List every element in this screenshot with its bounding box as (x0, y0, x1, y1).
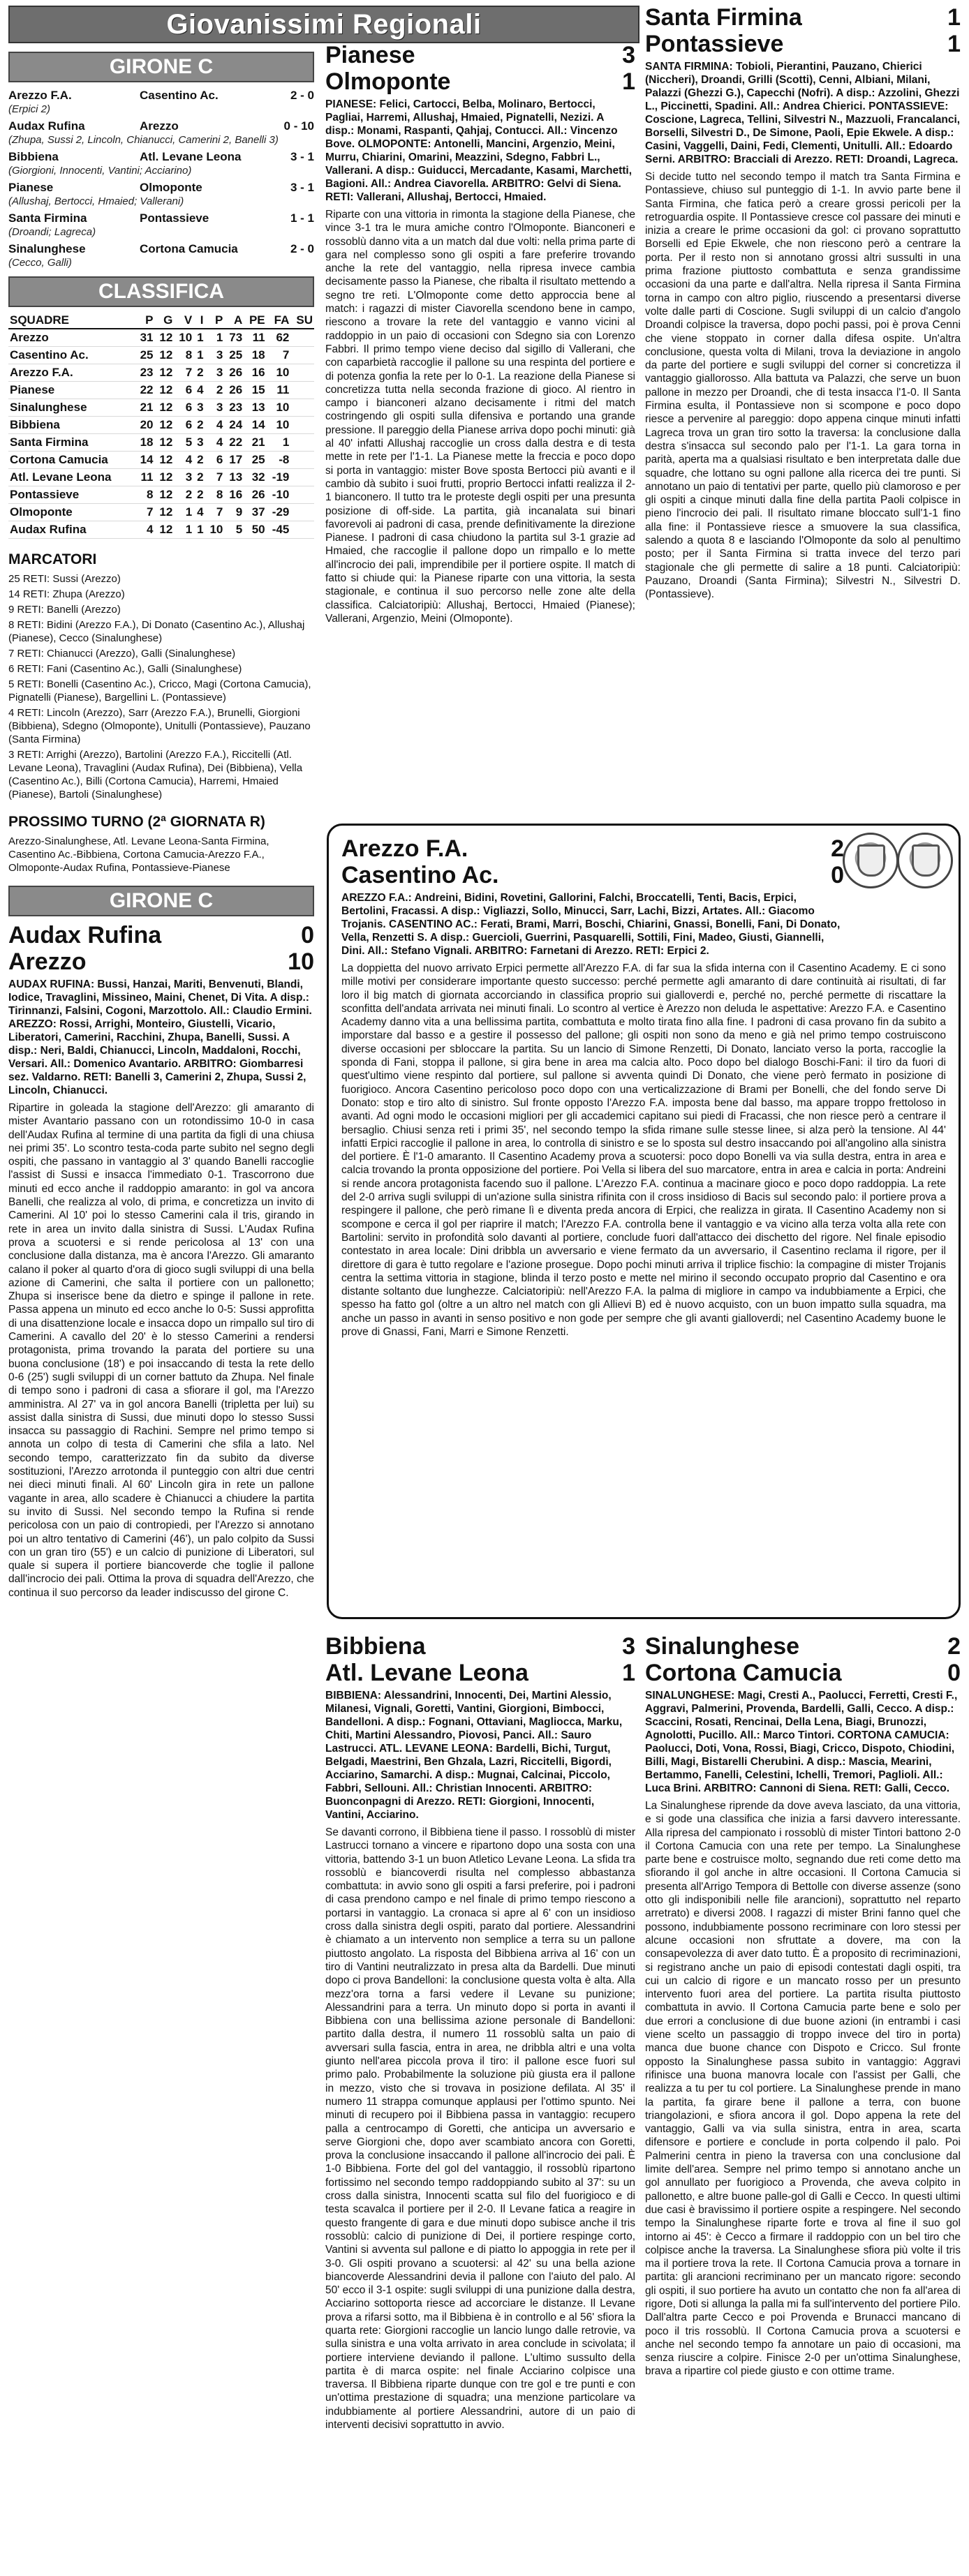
stat-cell: 6 (174, 382, 193, 399)
stat-cell: 26 (224, 364, 244, 382)
match-report: La Sinalunghese riprende da dove aveva lasciato, da una vittoria, e si gode una classifica che inizia a farsi davvero interessante. Alla ripresa del campionato i rossoblù di mister Tintori battono 2-0 il Cortona Camucia con una rete per tempo. La Sinalunghese parte bene e costruisce molto, segnando due reti come detto ma sfiorando il gol anche in altre occasioni. Il Cortona Camucia si presenta all'Arrigo Tempora di Bettolle con diverse assenze (sono otto gli indisponibili nelle file arancioni), soprattutto nel reparto arretrato) e diversi 2008. I ragazzi di mister Brini fanno quel che possono, indubbiamente possono recriminare con loro stessi per alcune occasioni non sfruttate a dovere, ma con la consapevolezza di aver dato tutto. È a proposito di recriminazioni, si registrano anche un paio di episodi contestati dagli ospiti, tra cui un calcio di rigore e un mancato rosso per un presunto intervento fuori area del portiere. La partita risulta piuttosto combattuta in avvio. Il Cortona Camucia parte bene e solo per due errori a conclusione di due buone azioni (in entrambi i casi viene scelto un passaggio di troppo invece del tiro in porta) manca due buone chance con Dispoto e Cricco. Sul fronte opposto la Sinalunghese passa subito in vantaggio: Aggravi rifinisce una buona manovra locale con l'assist per Galli, che realizza a tu per tu col portiere. La Sinalunghese prende in mano la partita, fa girare bene il pallone a terra, con buone triangolazioni, e sfiora ancora il gol. Dopo appena la rete del vantaggio, Galli va via sulla sinistra, entra in area, scarta difensore e portiere e conclude in porta colpendo il palo. Poi Palmerini centra in pieno la traversa con una conclusione dal limite dell'area. Sempre nel primo tempo si annotano anche un gol annullato per fuorigioco a Provenda, che aveva colpito in pallonetto, e altre buone palle-gol di Galli e Cecco. In questi ultimi due casi è bravissimo il portiere ospite a respingere. Nel secondo tempo la Sinalunghese riparte forte e trova al fine il suo gol intorno ai 45': è Cecco a firmare il raddoppio con un bel tiro che colpisce anche la traversa. La Sinalunghese sfiora più volte il tris ma il portiere trova la rete. Il Cortona Camucia prova a tornare in partita: gli arancioni recriminano per un mancato rigore: secondo gli ospiti, il suo portiere ha avuto un contatto che non fa all'area di rigore, Doti si allunga la palla mi fa sull'intervento del portiere Pilo. Dall'altra parte Cecco e poi Provenda e Brunacci mancano di poco il tris rossoblù. Il Cortona Camucia prova a scuotersi e anche nel secondo tempo fa annotare un paio di occasioni, ma senza riuscire a colpire. Finisce 2-0 per un'ottima Sinalunghese, brava a ripartire col piede giusto e con ottime trame. (645, 1800, 961, 2378)
stat-cell: 10 (174, 329, 193, 347)
home-team: Audax Rufina (8, 922, 162, 948)
stat-cell: 6 (174, 399, 193, 417)
col-header: A (224, 313, 244, 329)
home-team: Santa Firmina (645, 4, 802, 31)
stat-cell: 3 (205, 399, 225, 417)
scorers-list (8, 572, 314, 801)
stat-cell: 4 (193, 382, 205, 399)
score: 2 - 0 (290, 89, 314, 102)
away-score: 0 (947, 1660, 961, 1686)
stat-cell: 3 (205, 364, 225, 382)
stat-cell: 10 (205, 521, 225, 539)
stat-cell: 1 (193, 347, 205, 364)
stat-cell: 2 (193, 469, 205, 486)
stat-cell: 10 (267, 364, 291, 382)
stat-cell: 23 (135, 364, 155, 382)
team-name: Casentino Ac. (8, 347, 135, 364)
stat-cell: 4 (205, 417, 225, 434)
stat-cell: 7 (174, 364, 193, 382)
scorers-note: (Erpici 2) (8, 103, 51, 115)
away-score: 1 (622, 68, 635, 95)
stat-cell: 62 (267, 329, 291, 347)
stat-cell: 12 (154, 399, 174, 417)
girone-banner-2: GIRONE C (8, 886, 314, 916)
stat-cell: 2 (193, 486, 205, 504)
stat-cell (290, 521, 314, 539)
result-item (8, 119, 314, 147)
stat-cell: 21 (244, 434, 266, 452)
stat-cell (290, 504, 314, 521)
results-list (8, 88, 314, 269)
stat-cell: 26 (224, 382, 244, 399)
stat-cell: 12 (154, 329, 174, 347)
standings-header-row (8, 313, 314, 329)
stat-cell: 6 (174, 417, 193, 434)
standings-row (8, 469, 314, 486)
stat-cell: 22 (224, 434, 244, 452)
home-score: 2 (831, 835, 844, 862)
stat-cell: 12 (154, 521, 174, 539)
lineup-text: PIANESE: Felici, Cartocci, Belba, Molinaro, Bertocci, Pagliai, Harremi, Allushaj, Hmaied, Pignatelli, Nezizi. A disp.: Monami, Raspanti, Qahjaj, Contucci. All.: Vincenzo Bove. OLMOPONTE: Antonelli, Mancini, Argenzio, Meini, Murru, Chiarini, Omarini, Meazzini, Sdegno, Fabbri L., Vallerani. A disp.: Guiducci, Mercadante, Kasami, Marchetti, Bagioni. All.: Andrea Ciavorella. ARBITRO: Gelvi di Siena. RETI: Vallerani, Allushaj, Bertocci, Hmaied. (325, 98, 633, 203)
stat-cell: 1 (205, 329, 225, 347)
standings-row (8, 399, 314, 417)
team-name: Bibbiena (8, 417, 135, 434)
stat-cell: 3 (193, 434, 205, 452)
stat-cell: 1 (174, 504, 193, 521)
stat-cell: 15 (244, 382, 266, 399)
stat-cell: 31 (135, 329, 155, 347)
column-right (645, 4, 961, 602)
scorers-note: (Giorgioni, Innocenti, Vantini; Acciarino) (8, 165, 192, 177)
stat-cell (290, 486, 314, 504)
team-name: Pianese (8, 382, 135, 399)
standings-table (8, 313, 314, 539)
away-team: Cortona Camucia (140, 242, 238, 255)
stat-cell: 12 (154, 452, 174, 469)
team-name: Cortona Camucia (8, 452, 135, 469)
stat-cell: 7 (267, 347, 291, 364)
stat-cell: 13 (244, 399, 266, 417)
stat-cell: 12 (154, 417, 174, 434)
lineup-text: SINALUNGHESE: Magi, Cresti A., Paolucci, Ferretti, Cresti F., Aggravi, Palmerini, Provenda, Bardelli, Galli, Cecco. A disp.: Scaccini, Rosati, Rencinai, Della Lena, Biagi, Brunozzi, Agnolotti, Pucillo. All.: Marco Tintori. CORTONA CAMUCIA: Paolucci, Doti, Vona, Rossi, Biagi, Cricco, Dispoto, Chiodini, Billi, Magi, Bistarelli Cherubini. A disp.: Mascia, Mearini, Bertammo, Fanelli, Celestini, Ichelli, Tremori, Paglioli. All.: Luca Brini. ARBITRO: Cannoni di Siena. RETI: Galli, Cecco. (645, 1690, 958, 1794)
team-name: Arezzo (8, 329, 135, 347)
standings-row (8, 521, 314, 539)
standings-row (8, 382, 314, 399)
away-team: Pontassieve (645, 31, 784, 57)
stat-cell: 4 (135, 521, 155, 539)
standings-row (8, 417, 314, 434)
stat-cell (290, 329, 314, 347)
stat-cell: 12 (154, 347, 174, 364)
away-team: Arezzo (140, 119, 179, 133)
col-header: FA (267, 313, 291, 329)
score: 3 - 1 (290, 181, 314, 194)
home-team: Bibbiena (8, 150, 59, 163)
lineup-text: SANTA FIRMINA: Tobioli, Pierantini, Pauzano, Chierici (Niccheri), Droandi, Grilli (Scotti), Cenni, Albiani, Milani, Palazzi (Ghezzi G.), Capecchi (Nofri). A disp.: Azzolini, Ghezzi L., Piccinetti, Spadini. All.: Andrea Chierici. PONTASSIEVE: Coscione, Lagreca, Tellini, Silvestri N., Mazzuoli, Francalanci, Borselli, Silvestri D., De Simone, Paoli, Epie Ekwele. A disp.: Casini, Vaggelli, Daini, Fedi, Clementi, Unitulli. All.: Edoardo Serni. ARBITRO: Bracciali di Arezzo. RETI: Droandi, Lagreca. (645, 61, 961, 165)
scorers-note: (Droandi; Lagreca) (8, 226, 96, 238)
col-header: P (135, 313, 155, 329)
stat-cell: 7 (135, 504, 155, 521)
away-team: Atl. Levane Leona (140, 150, 242, 163)
scorer-line: 3 RETI: Arrighi (Arezzo), Bartolini (Arezzo F.A.), Riccitelli (Atl. Levane Leona), Travaglini (Audax Rufina), Dei (Bibbiena), Vella (Casentino Ac.), Billi (Cortona Camucia), Harremi, Hmaied (Pianese), Bartoli (Sinalunghese) (8, 749, 303, 801)
match-report: Riparte con una vittoria in rimonta la stagione della Pianese, che vince 3-1 tra le mura amiche contro l'Olmoponte. Bianconeri e rossoblù danno vita a un match dal due volti: nella prima parte di gara nel complesso sono gli ospiti a fare preferire trovando anche la rete del vantaggio, nella ripresa invece cambia decisamente passo la Pianese, che ribalta il risultato mettendo a segno tre reti. L'Olmoponte come detto approccia bene al match: i ragazzi di mister Ciavorella scendono bene in campo, riescono a trovare la rete del vantaggio e vanno vicini al raddoppio in un paio di occasioni con Sdegno sia con Lorenzo Fabbri. Il primo tempo viene deciso dal sigillo di Vallerani, che con caparbietà raccoglie il pallone su una respinta del portiere e di potenza gonfia la rete per lo 0-1. La reazione della Pianese si concretizza tutta nella seconda frazione di gioco. Al rientro in campo i bianconeri alzano decisamente i ritmi del match costringendo gli ospiti sulla difensiva e portando una grande pressione. Il pareggio della Pianese arriva dopo pochi minuti: già al 40' infatti Allushaj raccoglie un cross dalla destra e di testa mette in rete per l'1-1. La Pianese mette la freccia e poco dopo si porta in vantaggio: mister Bove sposta Bertocci più avanti e il cambio dà subito i suoi frutti, proprio Bertocci infatti realizza il 2-1 bianconero. Il tutto tra le proteste degli ospiti per una presunta posizione di off-side. La partita, già incanalata sui binari favorevoli ai padroni di casa, prende definitivamente la direzione Pianese. I padroni di casa chiudono la partita sul 3-1 grazie ad Hmaied, che raccoglie il pallone dopo un rimpallo e lo mette all'incrocio dei pali, imprendibile per il portiere ospite. Il match di fatto si chiude qui: la Pianese riparte con una vittoria, la sesta stagionale, e continua il suo percorso nelle zone alte della classifica. Calciatoripiù: Allushaj, Bertocci, Hmaied (Pianese); Vallerani, Argenzio, Meini (Olmoponte). (325, 209, 635, 625)
stat-cell: 10 (267, 417, 291, 434)
away-score: 1 (947, 31, 961, 57)
away-team: Pontassieve (140, 211, 209, 225)
stat-cell: 1 (193, 521, 205, 539)
stat-cell: 10 (267, 399, 291, 417)
stat-cell (290, 399, 314, 417)
girone-banner: GIRONE C (8, 52, 314, 82)
stat-cell: 1 (174, 521, 193, 539)
stat-cell: 37 (244, 504, 266, 521)
stat-cell: -10 (267, 486, 291, 504)
home-team: Audax Rufina (8, 119, 85, 133)
stat-cell (290, 434, 314, 452)
stat-cell: 20 (135, 417, 155, 434)
match-bibbiena (325, 1633, 635, 2432)
next-round-title: PROSSIMO TURNO (2ª GIORNATA R) (8, 814, 265, 830)
stat-cell (290, 382, 314, 399)
scorers-note: (Zhupa, Sussi 2, Lincoln, Chianucci, Camerini 2, Banelli 3) (8, 134, 279, 146)
stat-cell: 8 (174, 347, 193, 364)
home-team: Sinalunghese (8, 242, 86, 255)
match-report: Ripartire in goleada la stagione dell'Arezzo: gli amaranto di mister Avantario passano con un rotondissimo 10-0 in casa dell'Audax Rufina al termine di una partita da figli di una chiusa nei primi 35'. Lo scontro testa-coda parte subito nel segno degli ospiti, che passano in vantaggio al 3' quando Banelli raccoglie l'assist di Sussi e insacca l'immediato 0-1. Trascorrono due minuti ed ecco anche il raddoppio amaranto: in gol va ancora Banelli, che realizza al volo, di prima, e concretizza un invito di Camerini. Al 10' poi lo stesso Camerini cala il tris, girando in rete in area un invito dalla sinistra di Sussi. L'Audax Rufina prova a scuotersi e si rende pericolosa al 13' con una conclusione dalla distanza, ma è ancora l'Arezzo. Gli amaranto calano il poker al quarto d'ora di gioco sugli sviluppi di una bella azione di Camerini, che salta il portiere con un pallonetto; Zhupa si inserisce bene da dietro e spinge il pallone in rete. Passa appena un minuto ed ecco anche lo 0-5: Sussi approfitta di una disattenzione locale e insacca dopo un rimpallo sul tiro di Camerini. A cavallo del 20' è lo stesso Camerini a rendersi protagonista, prima trovando la parata del portiere su una buona conclusione (18') e poi insaccando di testa la rete dello 0-6 (25') sugli sviluppi di un corner battuto da Zhupa. Nel finale di tempo sono i padroni di casa a sfiorare il gol, ma l'Arezzo amministra. Al 27' va in gol ancora Banelli (tripletta per lui) su assist dalla sinistra di Sussi, due minuti dopo lo stesso Sussi insacca su passaggio di Rachini. Sempre nel primo tempo si annota un colpo di testa di Camerini che sfila a lato. Nel secondo tempo, caratterizzato fin da subito da diverse sostituzioni, l'Arezzo arrotonda il punteggio con altri due centri nei dieci minuti finali. Al 60' Lincoln gira in rete un pallone vagante in area, allo scadere è Chianucci a chiudere la partita su invito di Sussi. Nel secondo tempo la Rufina si rende pericolosa con un paio di contropiedi, per l'Arezzo si annotano poi un altro tentativo di Camerini (46'), un palo colpito da Sussi con un gran tiro (55') e un calcio di punizione di Liberatori, sul quale si supera il portiere biancoverde che toglie il pallone dall'incrocio dei pali. Ottima la prova di squadra dell'Arezzo, che continua il suo percorso da leader indiscusso del girone C. (8, 1102, 314, 1599)
scorer-line: 9 RETI: Banelli (Arezzo) (8, 604, 121, 616)
stat-cell: 12 (154, 382, 174, 399)
stat-cell: 12 (154, 504, 174, 521)
stat-cell: 24 (224, 417, 244, 434)
stat-cell: 16 (244, 364, 266, 382)
stat-cell: 8 (205, 486, 225, 504)
team-name: Olmoponte (8, 504, 135, 521)
next-round-text: Arezzo-Sinalunghese, Atl. Levane Leona-Santa Firmina, Casentino Ac.-Bibbiena, Cortona Camucia-Arezzo F.A., Olmoponte-Audax Rufina, Pontassieve-Pianese (8, 835, 269, 874)
stat-cell: 32 (244, 469, 266, 486)
away-score: 1 (622, 1660, 635, 1686)
stat-cell: 25 (244, 452, 266, 469)
home-team: Bibbiena (325, 1633, 426, 1660)
standings-row (8, 486, 314, 504)
standings-row (8, 347, 314, 364)
stat-cell: 5 (174, 434, 193, 452)
scorer-line: 7 RETI: Chianucci (Arezzo), Galli (Sinalunghese) (8, 648, 236, 660)
stat-cell (290, 452, 314, 469)
home-score: 2 (947, 1633, 961, 1660)
home-team: Arezzo F.A. (341, 835, 468, 862)
stat-cell: -29 (267, 504, 291, 521)
scorer-line: 14 RETI: Zhupa (Arezzo) (8, 588, 125, 600)
away-team: Casentino Ac. (140, 89, 219, 102)
stat-cell: 12 (154, 434, 174, 452)
scorer-line: 6 RETI: Fani (Casentino Ac.), Galli (Sinalunghese) (8, 663, 242, 675)
match-report: Se davanti corrono, il Bibbiena tiene il passo. I rossoblù di mister Lastrucci tornano a vincere e ripartono dopo una sosta con una vittoria, battendo 3-1 un buon Atletico Levane Leona. La sfida tra rossoblù e biancoverdi risulta nel complesso abbastanza combattuta: in avvio sono gli ospiti a farsi preferire, poi i padroni di casa prendono campo e nel finale di primo tempo riescono a portarsi in vantaggio. La cronaca si apre al 6' con un insidioso cross dalla sinistra degli ospiti, parato dal portiere. Alessandrini è chiamato a un intervento non semplice a terra su un pallone piuttosto angolato. La risposta del Bibbiena arriva al 16' con un tiro di Vantini neutralizzato in presa alta da Bardelli. Due minuti dopo ci prova Bandelloni: la conclusione questa volta è alta. Alla mezz'ora torna a farsi vedere il Levane su punizione; Alessandrini para a terra. Un minuto dopo si porta in avanti il Bibbiena con una bellissima azione personale di Bandelloni: partito dalla destra, il numero 11 rossoblù salta un paio di avversari sulla fascia, entra in area, ne dribbla altri e una volta giunto nell'area piccola prova il tiro: il pallone esce fuori sul primo palo. Probabilmente la soluzione più giusta era il pallone in mezzo, visto che si trovava in posizione defilata. Al 35' il numero 11 strappa comunque applausi per l'ottimo spunto. Nei minuti di recupero poi il Bibbiena passa in vantaggio: recupero palla a centrocampo di Goretti, che anticipa un avversario e serve Giorgioni che, dopo aver scambiato ancora con Goretti, prova la conclusione insaccando il pallone all'incrocio dei pali. È 1-0 Bibbiena. Forte del gol del vantaggio, il rossoblù ripartono fortissimo nel secondo tempo raddoppiando subito al 37': su un cross dalla sinistra, Innocenti scatta sul filo del fuorigioco e di testa scavalca il portiere per il 2-0. Il Levane fatica a reagire in questo frangente di gara e due minuti dopo subisce anche il tris rossoblù: calcio di punizione di Dei, il portiere respinge corto, Vantini si avventa sul pallone e di piatto lo appoggia in rete per il 3-0. Gli ospiti provano a scuotersi: al 42' su una bella azione biancoverde Alessandrini devia il pallone con l'aiuto del palo. Al 50' ecco il 3-1 ospite: sugli sviluppi di una punizione dalla destra, Acciarino sottoporta riesce ad accorciare le distanze. Il Levane prova a rifarsi sotto, ma il Bibbiena è in controllo e al 56' sfiora la quarta rete: Giorgioni raccoglie un lancio lungo dalle retrovie, va sulla sinistra e una volta arrivato in area conclude in scivolata; il portiere interviene deviando il pallone. L'ultimo sussulto della partita è di marca ospite: nel finale Acciarino colpisce una traversa. Il Bibbiena riparte dunque con tre gol e tre punti e con un'ottima prestazione di squadra; una menzione particolare va indubbiamente al portiere Alessandrini, autore di un paio di interventi decisivi soprattutto in avvio. (325, 1826, 635, 2432)
stat-cell: 4 (193, 504, 205, 521)
scorer-line: 4 RETI: Lincoln (Arezzo), Sarr (Arezzo F.A.), Brunelli, Giorgioni (Bibbiena), Sdegno (Olmoponte), Unitulli (Pontassieve), Pauzano (Santa Firmina) (8, 707, 311, 745)
match-pianese (325, 42, 635, 625)
score: 2 - 0 (290, 242, 314, 255)
score: 1 - 1 (290, 211, 314, 225)
col-header: V (174, 313, 193, 329)
stat-cell: 2 (193, 452, 205, 469)
away-team: Arezzo (8, 948, 87, 975)
stat-cell (290, 469, 314, 486)
col-header: PE (244, 313, 266, 329)
stat-cell: 1 (193, 329, 205, 347)
stat-cell (290, 364, 314, 382)
result-item (8, 149, 314, 177)
stat-cell: 2 (205, 382, 225, 399)
stat-cell (290, 417, 314, 434)
stat-cell: 7 (205, 469, 225, 486)
stat-cell: -45 (267, 521, 291, 539)
result-item (8, 211, 314, 239)
team-name: Atl. Levane Leona (8, 469, 135, 486)
stat-cell: 5 (224, 521, 244, 539)
stat-cell: 14 (135, 452, 155, 469)
home-team: Sinalunghese (645, 1633, 800, 1660)
scorer-line: 5 RETI: Bonelli (Casentino Ac.), Cricco, Magi (Cortona Camucia), Pignatelli (Pianese), Bargellini L. (Pontassieve) (8, 678, 311, 703)
stat-cell: 3 (193, 399, 205, 417)
stat-cell: -8 (267, 452, 291, 469)
stat-cell (290, 347, 314, 364)
col-header: G (154, 313, 174, 329)
team-name: Pontassieve (8, 486, 135, 504)
column-middle (325, 42, 635, 625)
stat-cell: 18 (135, 434, 155, 452)
club-crest-icon (897, 833, 953, 888)
away-team: Casentino Ac. (341, 862, 499, 888)
col-header: SQUADRE (8, 313, 135, 329)
stat-cell: 3 (174, 469, 193, 486)
stat-cell: 25 (224, 347, 244, 364)
stat-cell: 6 (205, 452, 225, 469)
feature-box (327, 824, 961, 1619)
standings-row (8, 504, 314, 521)
lineup-text: AREZZO F.A.: Andreini, Bidini, Rovetini, Gallorini, Falchi, Broccatelli, Tenti, Bacis, Erpici, Bertolini, Fracassi. A disp.: Vigliazzi, Sollo, Minucci, Sarr, Lachi, Bizzi, Artates. All.: Giacomo Trojanis. CASENTINO AC.: Ferati, Brami, Marri, Boschi, Chiarini, Gnassi, Bonelli, Fani, Di Donato, Vella, Renzetti S. A disp.: Guercioli, Guerrini, Pasquarelli, Sottili, Fini, Madeo, Giusti, Giannelli, Dini. All.: Stefano Vignali. ARBITRO: Farnetani di Arezzo. RETI: Erpici 2. (341, 892, 841, 957)
match-santa (645, 4, 961, 602)
stat-cell: 8 (135, 486, 155, 504)
team-name: Santa Firmina (8, 434, 135, 452)
section-banner: Giovanissimi Regionali (8, 6, 639, 43)
stat-cell: 73 (224, 329, 244, 347)
stat-cell: 50 (244, 521, 266, 539)
home-team: Pianese (8, 181, 54, 194)
match-report: La doppietta del nuovo arrivato Erpici permette all'Arezzo F.A. di far sua la sfida interna con il Casentino Academy. E ci sono mille motivi per considerare importante questo successo: perché permette agli amaranto di dare continuità ai risultati, di far loro il big match di giornata accorciando in classifica proprio sui gialloverdi e, perché no, perché permette di riscattare la sconfitta dell'andata arrivata nei minuti finali. Lo scontro al vertice è Arezzo non deluda le aspettative: Arezzo F.A. e Casentino Academy danno vita a una bellissima partita, combattuta e molto tirata fino alla fine. I padroni di casa provano fin da subito a imporstare dal basso e a gestire il possesso del pallone; gli ospiti non sono da meno e già nel primo tempo costruiscono diverse occasioni per sbloccare la partita. Su un lancio di Simone Renzetti, Di Donato, lanciato verso la porta, raccoglie la sponda di Fani, stoppa il pallone, si gira bene in area ma calcia alto. Poco dopo bel dialogo Boschi-Fani: il tiro da fuori di quest'ultimo viene respinto dal portiere, sul pallone si avventa quindi Di Donato, che viene però fermato in posizione di fuorigioco. Ancora Casentino pericoloso poco dopo con una verticalizzazione di Brami per Bonelli, che del fondo serve Di Donato: stop e tiro alto di sinistro. Sul fronte opposto l'Arezzo F.A. imposta bene dal basso, ma appare troppo frettoloso in avanti. Ad ogni modo le occasioni migliori per gli accademici capitano sui piedi di Fracassi, che non riesce però a centrare il bersaglio. Chiusi senza reti i primi 35', nel secondo tempo la sfida rimane sulle stesse linee, si alza però la tensione. Al 44' infatti Erpici raccoglie il pallone in area, lo controlla di sinistro e se lo sposta sul destro insaccando poi all'angolino alla sinistra del portiere. È l'1-0 amaranto. Il Casentino Academy prova a scuotersi: poco dopo Bonelli va via sulla destra, entra in area e calcia trovando la pronta opposizione del portiere. Poi Vella si libera del suo marcatore, entra in area e calcia in porta: Andreini si rende ancora protagonista facendo suo il pallone. L'Arezzo F.A. continua a macinare gioco e poco dopo raddoppia. La rete del 2-0 arriva sugli sviluppi di un'azione sulla sinistra rifinita con il cross insidioso di Bacis sul secondo palo: il portiere prova a respingere il pallone, che però rimane lì e diventa preda ancora di Erpici, che realizza in girata. Il Casentino Academy non si scompone e cerca il gol per riaprire il match; l'Arezzo F.A. controlla bene il vantaggio e va vicino alla terza volta alla rete con Bartolini: servito in profondità solo davanti al portiere, conclude fuori dall'attacco dei dischetto del rigore. Nel finale episodio contestato in area locale: Dini dribbla un avversario e viene fermato da un avversario, il Casentino reclama il rigore, per il direttore di gara è tutto regolare e l'azione prosegue. Dopo pochi minuti arriva il triplice fischio: la compagine di mister Trojanis centra la settima vittoria in stagione, blinda il terzo posto e mette nel mirino il secondo occupato proprio dal Casentino e ora distante soltanto due lunghezze. Calciatoripiù: nell'Arezzo F.A. la palma di migliore in campo va indubbiamente a Erpici, che spesso ha fatto gol (oltre a un altro nel match con gli Allievi B) ed è nuovo acquisto, con un buon impatto sulla squadra, ma anche un passo in avanti in senso positivo e non gode per sempre che gli avanti gialloverdi; nel Casentino Academy buone le prove di Gnassi, Fani, Marri e Simone Renzetti. (341, 962, 946, 1339)
standings-row (8, 434, 314, 452)
stat-cell: 17 (224, 452, 244, 469)
match-report: Si decide tutto nel secondo tempo il match tra Santa Firmina e Pontassieve, chiuso sul punteggio di 1-1. In avvio parte bene il Santa Firmina, che fatica però a creare grossi pericoli per la retroguardia ospite. Il Pontassieve cresce col passare dei minuti e inizia a creare le prime occasioni da gol: ci provano soprattutto Borselli ed Epie Ekwele, che non riescono però a centrare la porta. Per il resto non si annotano grossi altri sussulti in una prima frazione piuttosto combattuta e senza grandissime occasioni da una parte e dall'altra. Nella ripresa il Santa Firmina torna in campo con altro piglio, riuscendo a presentarsi diverse volte dalle parti di Coscione. Sugli sviluppi di un calcio d'angolo Droandi colpisce la traversa, dopo pochi passi, poi è prova Cenni che viene stoppato in corner dalla difesa ospite. Un'altra conclusione, questa volta di Milani, trova la deviazione in angolo da parte del portiere e sugli sviluppi del corner si concretizza il vantaggio giallorosso. Alla battuta va Palazzi, che serve un buon pallone in mezzo per Droandi, che di testa insacca l'1-0. Il Santa Firmina esulta, il Pontassieve non si scompone e poco dopo riesce a pervenire al pareggio: dopo appena cinque minuti infatti Lagreca trova un gran tiro sotto la traversa: la conclusione dalla destra s'insacca sul secondo palo per l'1-1. La gara torna in parità, aperta ma a qualsiasi risultato e ben interpretata dalle due squadre, che lottano su ogni pallone alla ricerca dei tre punti. Si annotano un paio di tentativi per parte, quello più clamoroso e per gli ospiti a cinque minuti dalla fine della partita Paoli colpisce in pieno l'incrocio dei pali. Il risultato rimane bloccato sull'1-1 fino alla fine: il Pontassieve riesce a smuovere la sua classifica, salendo a quota 8 e lasciando l'Olmoponte da solo al penultimo posto; per il Santa Firmina si tratta invece del terzo pari stagionale che gli permette di salire a 18 punti. Calciatoripiù: Pauzano, Droandi (Santa Firmina); Silvestri N., Silvestri D. (Pontassieve). (645, 171, 961, 601)
result-item (8, 241, 314, 269)
home-score: 0 (301, 922, 314, 948)
match-audax (8, 922, 314, 1600)
stat-cell: 11 (135, 469, 155, 486)
standings-row (8, 329, 314, 347)
result-item (8, 88, 314, 116)
stat-cell: 25 (135, 347, 155, 364)
stat-cell: 16 (224, 486, 244, 504)
stat-cell: 18 (244, 347, 266, 364)
stat-cell: 23 (224, 399, 244, 417)
col-header: SU (290, 313, 314, 329)
stat-cell: 26 (244, 486, 266, 504)
standings-row (8, 364, 314, 382)
stat-cell: 12 (154, 469, 174, 486)
result-item (8, 180, 314, 208)
match-sinalunghese (645, 1633, 961, 2378)
stat-cell: 7 (205, 504, 225, 521)
lineup-text: AUDAX RUFINA: Bussi, Hanzai, Mariti, Benvenuti, Blandi, Iodice, Travaglini, Missineo, Maini, Chenet, Di Vita. A disp.: Tirinnanzi, Falsini, Cogoni, Marzottolo. All.: Claudio Ermini. AREZZO: Rossi, Arrighi, Monteiro, Giustelli, Vicario, Liberatori, Camerini, Racchini, Zhupa, Banelli, Sussi. A disp.: Neri, Baldi, Chianucci, Lincoln, Maddaloni, Rocchi, Versari. All.: Domenico Avantario. ARBITRO: Giombarresi sez. Valdarno. RETI: Banelli 3, Camerini 2, Zhupa, Sussi 2, Lincoln, Chianucci. (8, 978, 312, 1096)
scorers-note: (Allushaj, Bertocci, Hmaied; Vallerani) (8, 195, 184, 207)
stat-cell: 4 (205, 434, 225, 452)
stat-cell: 1 (267, 434, 291, 452)
away-team: Atl. Levane Leona (325, 1660, 528, 1686)
classifica-banner: CLASSIFICA (8, 276, 314, 307)
stat-cell: 11 (267, 382, 291, 399)
stat-cell: 9 (224, 504, 244, 521)
stat-cell: 3 (205, 347, 225, 364)
stat-cell: 11 (244, 329, 266, 347)
home-score: 1 (947, 4, 961, 31)
away-team: Olmoponte (325, 68, 451, 95)
away-team: Cortona Camucia (645, 1660, 842, 1686)
home-score: 3 (622, 42, 635, 68)
scorer-line: 25 RETI: Sussi (Arezzo) (8, 573, 121, 585)
stat-cell: 12 (154, 364, 174, 382)
stat-cell: 22 (135, 382, 155, 399)
home-score: 3 (622, 1633, 635, 1660)
stat-cell: -19 (267, 469, 291, 486)
score: 0 - 10 (283, 119, 314, 133)
team-name: Audax Rufina (8, 521, 135, 539)
home-team: Santa Firmina (8, 211, 87, 225)
home-team: Pianese (325, 42, 415, 68)
scorers-title: MARCATORI (8, 551, 97, 567)
scorer-line: 8 RETI: Bidini (Arezzo F.A.), Di Donato (Casentino Ac.), Allushaj (Pianese), Cecco (Sinalunghese) (8, 619, 305, 644)
stat-cell: 21 (135, 399, 155, 417)
score: 3 - 1 (290, 150, 314, 163)
team-name: Arezzo F.A. (8, 364, 135, 382)
stat-cell: 4 (174, 452, 193, 469)
club-crest-icon (843, 833, 898, 888)
col-header: P (205, 313, 225, 329)
standings-row (8, 452, 314, 469)
stat-cell: 14 (244, 417, 266, 434)
home-team: Arezzo F.A. (8, 89, 72, 102)
away-score: 0 (831, 862, 844, 888)
stat-cell: 13 (224, 469, 244, 486)
away-team: Olmoponte (140, 181, 202, 194)
scorers-note: (Cecco, Galli) (8, 257, 72, 269)
stat-cell: 2 (193, 364, 205, 382)
away-score: 10 (288, 948, 314, 975)
team-name: Sinalunghese (8, 399, 135, 417)
stat-cell: 2 (174, 486, 193, 504)
lineup-text: BIBBIENA: Alessandrini, Innocenti, Dei, Martini Alessio, Milanesi, Vignali, Goretti, Vantini, Giorgioni, Bimbocci, Bandelloni. A disp.: Fognani, Ottaviani, Magliocca, Marku, Chiti, Martini Alessandro, Piovosi, Panci. All.: Sauro Lastrucci. ATL. LEVANE LEONA: Bardelli, Bichi, Turgut, Belgadi, Maestrini, Ben Ghzala, Lazri, Riccitelli, Bigordi, Acciarino, Samarchi. A disp.: Mugnai, Calcinai, Piccolo, Fabbri, Sellouni. All.: Christian Innocenti. ARBITRO: Buonconpagni di Arezzo. RETI: Giorgioni, Innocenti, Vantini, Acciarino. (325, 1690, 623, 1821)
stat-cell: 2 (193, 417, 205, 434)
standings-body (8, 329, 314, 539)
col-header: I (193, 313, 205, 329)
stat-cell: 12 (154, 486, 174, 504)
